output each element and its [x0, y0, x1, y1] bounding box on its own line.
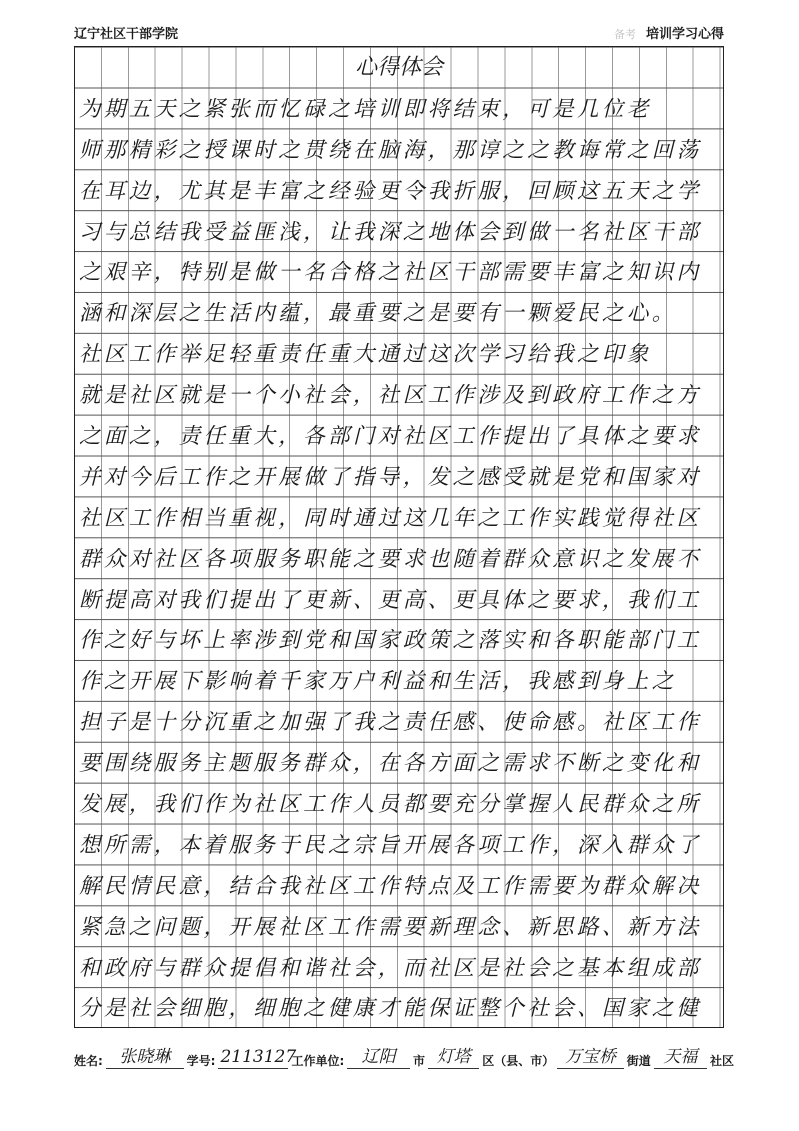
street-label: 街道 — [626, 1054, 651, 1068]
essay-line: 发展，我们作为社区工作人员都要充分掌握人民群众之所 — [79, 792, 702, 818]
essay-line: 分是社会细胞，细胞之健康才能保证整个社会、国家之健 — [79, 996, 702, 1022]
essay-line: 作之开展下影响着千家万户利益和生活，我感到身上之 — [79, 669, 677, 695]
document-type: 培训学习心得 — [645, 27, 724, 42]
faint-mark: 备考 — [613, 28, 636, 41]
id-label: 学号: — [186, 1054, 216, 1068]
essay-line: 并对今后工作之开展做了指导，发之感受就是党和国家对 — [79, 464, 702, 490]
essay-line: 紧急之问题，开展社区工作需要新理念、新思路、新方法 — [79, 914, 702, 940]
essay-title: 心得体会 — [354, 55, 443, 80]
manuscript-grid — [74, 46, 724, 1028]
essay-line: 在耳边，尤其是丰富之经验更令我折服，回顾这五天之学 — [79, 178, 702, 204]
essay-line: 为期五天之紧张而忆碌之培训即将结束，可是几位老 — [79, 96, 652, 122]
essay-line: 师那精彩之授课时之贯绕在脑海，那谆之之教诲常之回荡 — [79, 137, 702, 163]
essay-line: 要围绕服务主题服务群众，在各方面之需求不断之变化和 — [79, 751, 702, 777]
essay-line: 社区工作举足轻重责任重大通过这次学习给我之印象 — [79, 342, 652, 368]
community-value: 天福 — [654, 1046, 707, 1069]
page-header — [74, 20, 724, 42]
essay-line: 担子是十分沉重之加强了我之责任感、使命感。社区工作 — [79, 710, 702, 736]
essay-body — [75, 88, 723, 1028]
name-label: 姓名: — [74, 1054, 103, 1068]
city-label: 市 — [412, 1054, 425, 1068]
essay-line: 习与总结我受益匪浅，让我深之地体会到做一名社区干部 — [79, 219, 702, 245]
community-label: 社区 — [710, 1054, 735, 1068]
essay-line: 之艰辛，特别是做一名合格之社区干部需要丰富之知识内 — [79, 260, 702, 286]
essay-line: 和政府与群众提倡和谐社会，而社区是社会之基本组成部 — [79, 955, 702, 981]
essay-line: 想所需，本着服务于民之宗旨开展各项工作，深入群众了 — [79, 832, 702, 858]
street-value: 万宝桥 — [557, 1046, 623, 1069]
name-value: 张晓琳 — [106, 1046, 184, 1069]
student-info — [74, 1043, 734, 1069]
district-value: 灯塔 — [428, 1046, 479, 1069]
essay-line: 作之好与坏上率涉到党和国家政策之落实和各职能部门工 — [79, 628, 702, 654]
institution-name: 辽宁社区干部学院 — [74, 27, 179, 42]
district-label: 区（县、市） — [482, 1054, 555, 1068]
essay-line: 断提高对我们提出了更新、更高、更具体之要求，我们工 — [79, 587, 702, 613]
essay-line: 群众对社区各项服务职能之要求也随着群众意识之发展不 — [79, 546, 702, 572]
essay-line: 社区工作相当重视，同时通过这几年之工作实践觉得社区 — [79, 505, 702, 531]
essay-line: 涵和深层之生活内蕴，最重要之是要有一颗爱民之心。 — [79, 301, 677, 327]
essay-line: 就是社区就是一个小社会，社区工作涉及到政府工作之方 — [79, 383, 702, 409]
city-value: 辽阳 — [347, 1046, 410, 1069]
essay-line: 解民情民意，结合我社区工作特点及工作需要为群众解决 — [79, 873, 702, 899]
id-value: 2113127 — [220, 1047, 297, 1067]
unit-label: 工作单位: — [291, 1054, 345, 1068]
essay-line: 之面之，责任重大，各部门对社区工作提出了具体之要求 — [79, 424, 702, 450]
